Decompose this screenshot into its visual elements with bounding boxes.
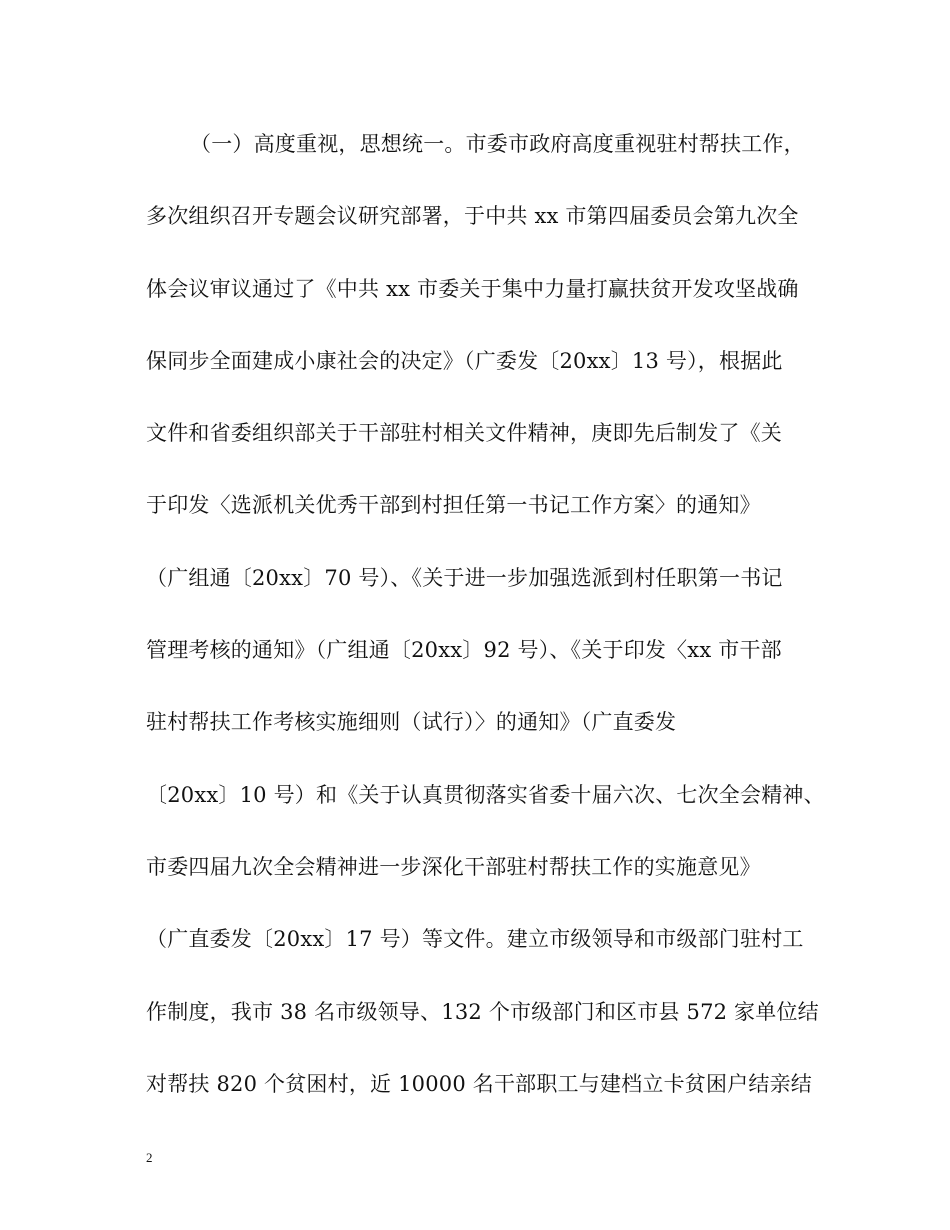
- text-line: 文件和省委组织部关于干部驻村相关文件精神，庚即先后制发了《关: [146, 421, 782, 446]
- text-line: 对帮扶 820 个贫困村，近 10000 名干部职工与建档立卡贫困户结亲结: [146, 1071, 812, 1096]
- body-text: [146, 120, 826, 1132]
- text-line: 多次组织召开专题会议研究部署，于中共 xx 市第四届委员会第九次全: [146, 204, 799, 229]
- text-line: 市委四届九次全会精神进一步深化干部驻村帮扶工作的实施意见》: [146, 854, 761, 879]
- text-line: 保同步全面建成小康社会的决定》（广委发〔20xx〕13 号），根据此: [146, 348, 783, 373]
- text-line: 管理考核的通知》（广组通〔20xx〕92 号）、《关于印发〈xx 市干部: [146, 638, 782, 663]
- text-line: 于印发〈选派机关优秀干部到村担任第一书记工作方案〉的通知》: [146, 493, 761, 518]
- text-line: （一）高度重视，思想统一。市委市政府高度重视驻村帮扶工作，: [190, 132, 805, 156]
- text-line: 作制度，我市 38 名市级领导、132 个市级部门和区市县 572 家单位结: [146, 999, 819, 1024]
- text-line: 体会议审议通过了《中共 xx 市委关于集中力量打赢扶贫开发攻坚战确: [146, 276, 799, 301]
- page-number: 2: [146, 1150, 153, 1165]
- text-line: 〔20xx〕10 号）和《关于认真贯彻落实省委十届六次、七次全会精神、: [146, 782, 825, 807]
- text-line: 驻村帮扶工作考核实施细则（试行）〉的通知》（广直委发: [146, 710, 677, 735]
- text-line: （广直委发〔20xx〕17 号）等文件。建立市级领导和市级部门驻村工: [146, 927, 804, 952]
- text-line: （广组通〔20xx〕70 号）、《关于进一步加强选派到村任职第一书记: [146, 565, 783, 590]
